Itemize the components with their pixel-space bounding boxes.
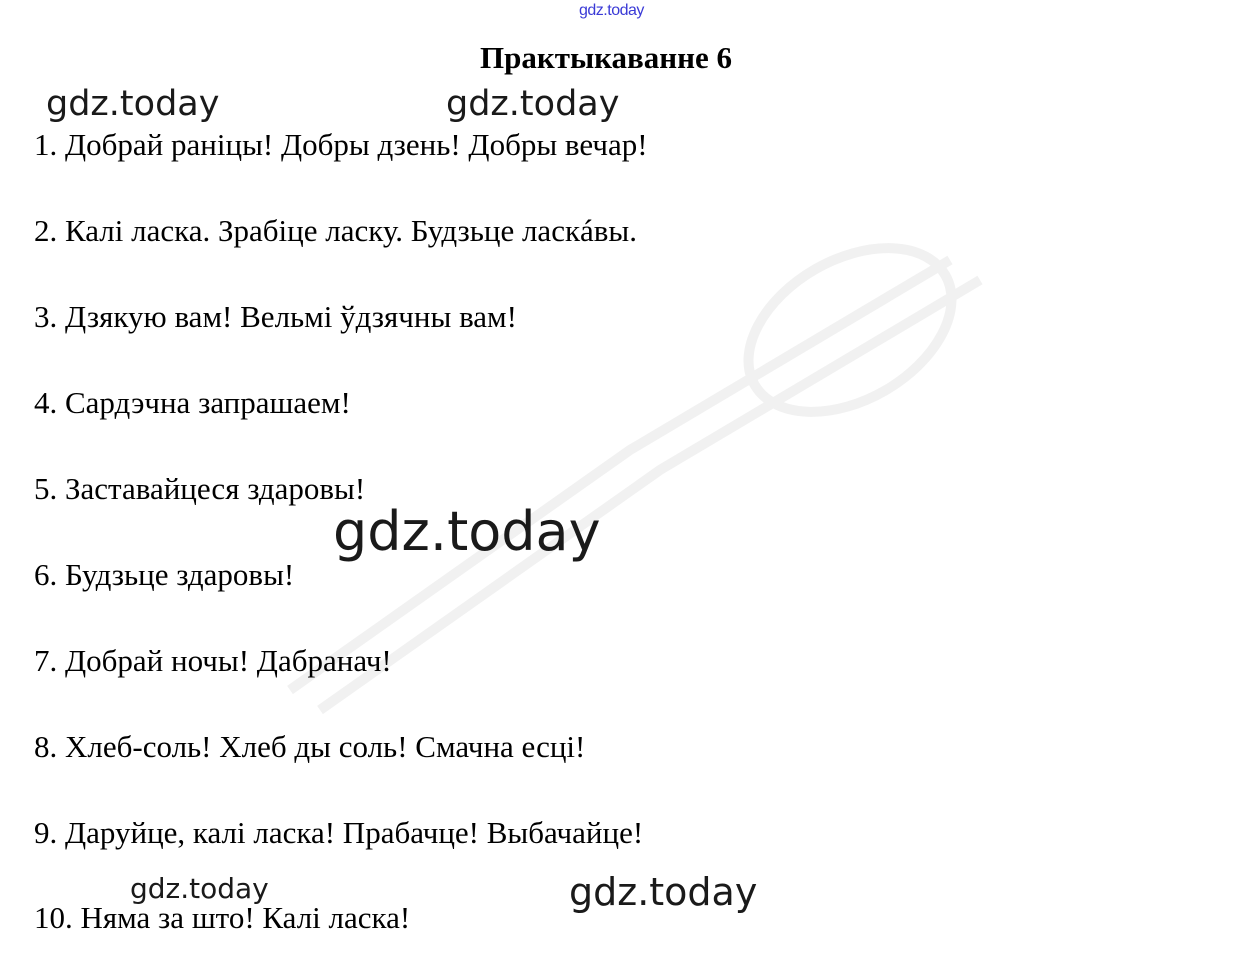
list-item-2: 2. Калі ласка. Зрабіце ласку. Будзьце ласкáвы.: [34, 213, 637, 248]
site-mark: gdz.today: [579, 2, 644, 19]
watermark-center: gdz.today: [333, 500, 601, 563]
list-item-6: 6. Будзьце здаровы!: [34, 557, 295, 592]
exercise-title: Практыкаванне 6: [480, 40, 733, 75]
list-item-4: 4. Сардэчна запрашаем!: [34, 385, 351, 420]
list-item-7: 7. Добрай ночы! Дабранач!: [34, 643, 392, 678]
list-item-3: 3. Дзякую вам! Вельмі ўдзячны вам!: [34, 299, 517, 334]
list-item-1: 1. Добрай раніцы! Добры дзень! Добры вечар!: [34, 127, 648, 162]
watermark-top-left: gdz.today: [46, 84, 220, 124]
watermark-bottom-right: gdz.today: [569, 870, 758, 914]
list-item-9: 9. Даруйце, калі ласка! Прабачце! Выбачайце!: [34, 815, 644, 850]
watermark-bottom-left: gdz.today: [130, 872, 269, 905]
list-item-8: 8. Хлеб-соль! Хлеб ды соль! Смачна есці!: [34, 729, 586, 764]
watermark-top-center: gdz.today: [446, 84, 620, 124]
list-item-5: 5. Заставайцеся здаровы!: [34, 471, 366, 506]
list-item-10: 10. Няма за што! Калі ласка!: [34, 900, 411, 935]
